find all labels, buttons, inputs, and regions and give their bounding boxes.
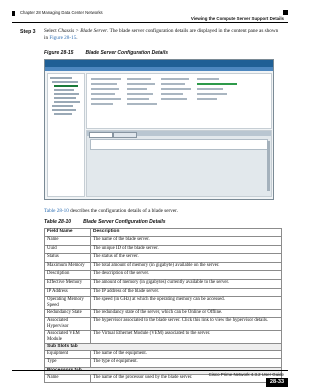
screenshot-details-panel: [86, 73, 272, 129]
page-number: 28-33: [266, 378, 288, 387]
field-description: The Virtual Ethernet Module (VEM) associated to the server.: [91, 330, 282, 343]
field-name: Associated VEM Module: [45, 330, 91, 343]
table-caption: [44, 219, 166, 225]
table-number: Table 28-10: [44, 219, 72, 225]
table-header-row: [45, 229, 282, 237]
field-name: Redundancy State: [45, 309, 91, 318]
section-sub-slots-tab: Sub Slots tab: [45, 343, 282, 350]
field-description: The name of the processor used by the blade server.: [91, 374, 282, 383]
table-row: [45, 271, 282, 280]
figure-caption: [44, 50, 168, 56]
table-row: [45, 262, 282, 271]
screenshot-lower-pane: [86, 130, 272, 197]
step-text-pre: Select: [44, 28, 58, 34]
field-name: Operating Memory Speed: [45, 297, 91, 310]
step-menu-path: Chassis > Blade Server: [57, 28, 108, 34]
field-description: The amount of memory (in gigabytes) currently available to the server.: [91, 279, 282, 288]
step-text: [44, 28, 280, 42]
figure-title: Blade Server Configuration Details: [85, 50, 168, 56]
field-description: The unique ID of the blade server.: [91, 245, 282, 254]
table-row: [45, 318, 282, 331]
section-title: Viewing the Compute Server Support Details: [190, 16, 284, 21]
field-description: The name of the blade server.: [91, 237, 282, 246]
table-row: [45, 279, 282, 288]
field-description: The hypervisor associated to the blade server. Click this link to view the hypervisor details.: [91, 318, 282, 331]
field-name: Associated Hypervisor: [45, 318, 91, 331]
field-description: The redundancy state of the server, which can be Online or Offline.: [91, 309, 282, 318]
screenshot-scrollbar: [267, 141, 270, 191]
figure-number: Figure 28-15: [44, 50, 74, 56]
table-row: [45, 254, 282, 263]
field-description: The type of equipment.: [91, 359, 282, 368]
table-row: [45, 330, 282, 343]
screenshot-menubar: [45, 67, 273, 71]
table-section-row: [45, 343, 282, 350]
field-description: The status of the server.: [91, 254, 282, 263]
field-name: Equipment: [45, 350, 91, 359]
field-name: Uuid: [45, 245, 91, 254]
table-intro: [44, 208, 178, 214]
header-rule: [12, 22, 288, 23]
footer-rule: [12, 370, 288, 371]
figure-link[interactable]: Figure 28-15: [49, 34, 77, 41]
step-text-post: .: [76, 34, 78, 41]
field-name: IP Address: [45, 288, 91, 297]
field-description: The IP address of the blade server.: [91, 288, 282, 297]
field-name: Maximum Memory: [45, 262, 91, 271]
field-name: Status: [45, 254, 91, 263]
screenshot-tabs: [87, 131, 271, 136]
field-description: The description of the server.: [91, 271, 282, 280]
field-name: Description: [45, 271, 91, 280]
header-field-name: Field Name: [45, 229, 91, 237]
screenshot-navigation-tree: [47, 73, 85, 197]
table-intro-text: describes the configuration details of a blade server.: [68, 208, 178, 214]
header-end-marker: [283, 10, 288, 15]
step-text-mid: . The blade server configuration details are displayed in the content pane as shown in: [44, 28, 279, 41]
table-row: [45, 245, 282, 254]
chapter-title: Chapter 28 Managing Data Center Networks: [20, 10, 103, 15]
guide-title: Cisco Prime Network 4.3.2 User Guide: [208, 372, 284, 377]
field-name: Type: [45, 359, 91, 368]
table-row: [45, 237, 282, 246]
field-description: The name of the equipment.: [91, 350, 282, 359]
table-row: [45, 288, 282, 297]
header-description: Description: [91, 229, 282, 237]
field-name: Name: [45, 237, 91, 246]
field-name: Name: [45, 374, 91, 383]
table-link[interactable]: Table 28-10: [44, 208, 69, 214]
blade-server-config-table: [44, 228, 282, 383]
table-row: [45, 350, 282, 359]
blade-server-screenshot: [44, 59, 274, 200]
table-title: Blade Server Configuration Details: [83, 219, 166, 225]
screenshot-grid: [90, 139, 268, 150]
step-label: Step 3: [20, 29, 36, 35]
table-row: [45, 359, 282, 368]
field-description: The total amount of memory (in gigabyte) available on the server.: [91, 262, 282, 271]
table-row: [45, 297, 282, 310]
field-description: The speed (in GHz) at which the operating memory can be accessed.: [91, 297, 282, 310]
screenshot-titlebar: [45, 60, 273, 67]
field-name: Effective Memory: [45, 279, 91, 288]
header-marker: [12, 11, 15, 16]
table-row: [45, 309, 282, 318]
